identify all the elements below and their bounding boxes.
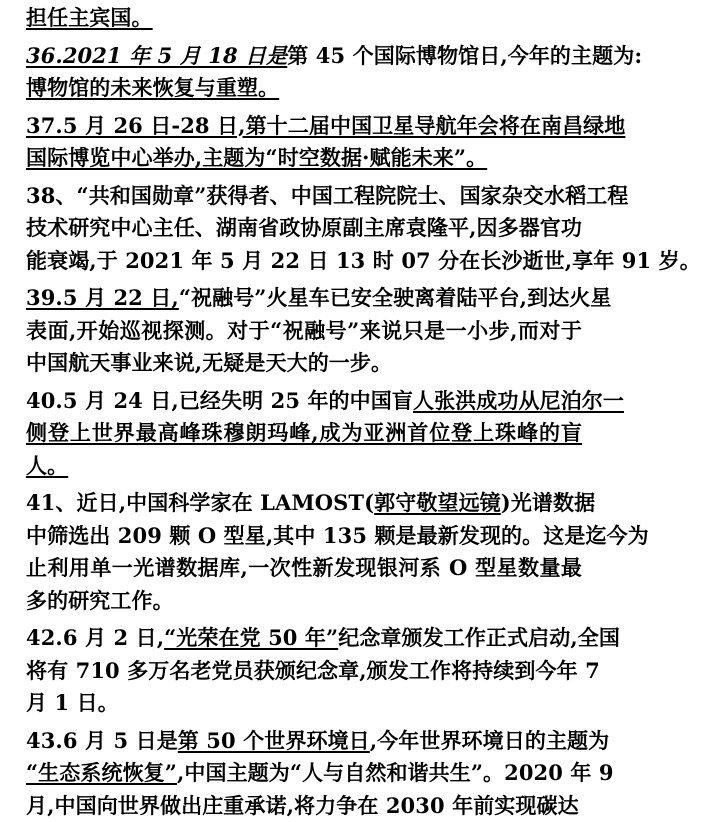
underlined-text: 第 50 个世界环境日 [178, 728, 370, 753]
text-line [26, 212, 582, 245]
body-text: 43.6 月 5 日是 [26, 728, 178, 753]
body-text: 止利用单一光谱数据库,一次性新发现银河系 O 型星数量最 [26, 555, 582, 580]
text-line [26, 655, 582, 688]
body-text: 能衰竭,于 2021 年 5 月 22 日 13 时 07 分在长沙逝世,享年 91 岁。 [26, 248, 701, 273]
body-text: 中国航天事业来说,无疑是天大的一步。 [26, 350, 392, 375]
news-item-item-40 [26, 385, 582, 483]
news-item-item-36 [26, 40, 582, 105]
body-text: ,今年世界环境日的主题为 [370, 728, 610, 753]
text-line [26, 40, 582, 73]
text-line [26, 142, 582, 175]
text-line [26, 622, 582, 655]
text-line [26, 180, 582, 213]
body-text: 第 45 个国际博物馆日,今年的主题为: [287, 43, 642, 68]
underlined-text: “光荣在党 50 年” [164, 625, 338, 650]
body-text: 38、“共和国勋章”获得者、中国工程院院士、国家杂交水稻工程 [26, 183, 628, 208]
body-text: 将有 710 多万名老党员获颁纪念章,颁发工作将持续到今年 7 [26, 658, 600, 683]
underlined-text: 国际博览中心举办,主题为“时空数据·赋能未来”。 [26, 145, 487, 170]
text-line [26, 282, 582, 315]
news-item-item-39 [26, 282, 582, 380]
body-text: )光谱数据 [501, 490, 595, 515]
news-item-item-41 [26, 487, 582, 617]
body-text: 月,中国向世界做出庄重承诺,将力争在 2030 年前实现碳达 [26, 793, 579, 818]
body-text: 42.6 月 2 日, [26, 625, 164, 650]
text-line [26, 385, 582, 418]
underlined-text: 侧登上世界最高峰珠穆朗玛峰,成为亚洲首位登上珠峰的盲 [26, 420, 582, 445]
news-item-item-38 [26, 180, 582, 278]
body-text: 月 1 日。 [26, 690, 119, 715]
text-line [26, 72, 582, 105]
text-line [26, 520, 582, 553]
underlined-text: 37.5 月 26 日-28 日,第十二届中国卫星导航年会将在南昌绿地 [26, 113, 625, 138]
body-text: 中筛选出 209 颗 O 型星,其中 135 颗是最新发现的。这是迄今为 [26, 523, 649, 548]
body-text: 表面,开始巡视探测。对于“祝融号”来说只是一小步,而对于 [26, 318, 582, 343]
text-line [26, 2, 582, 35]
text-line [26, 245, 582, 278]
body-text: ,中国主题为“人与自然和谐共生”。2020 年 9 [177, 760, 614, 785]
text-line [26, 687, 582, 720]
underlined-text: 人。 [26, 453, 68, 478]
text-line [26, 347, 582, 380]
body-text: 多的研究工作。 [26, 588, 174, 613]
underlined-text: 担任主宾国。 [26, 5, 153, 30]
text-line [26, 450, 582, 483]
underlined-text: 博物馆的未来恢复与重塑。 [26, 75, 279, 100]
underlined-text: 36.2021 年 5 月 18 日是 [26, 43, 287, 68]
underlined-text: 郭守敬望远镜 [374, 490, 501, 515]
text-line [26, 417, 582, 450]
text-line [26, 552, 582, 585]
body-text: 纪念章颁发工作正式启动,全国 [338, 625, 620, 650]
underlined-text: 39.5 月 22 日, [26, 285, 179, 310]
news-item-item-37 [26, 110, 582, 175]
body-text: “祝融号”火星车已安全驶离着陆平台,到达火星 [179, 285, 612, 310]
text-line [26, 725, 582, 758]
text-line [26, 757, 582, 790]
body-text: 技术研究中心主任、湖南省政协原副主席袁隆平,因多器官功 [26, 215, 582, 240]
text-line [26, 585, 582, 618]
text-line [26, 110, 582, 143]
text-line [26, 487, 582, 520]
news-item-item-42 [26, 622, 582, 720]
body-text: 41、近日,中国科学家在 LAMOST( [26, 490, 374, 515]
news-item-item-43 [26, 725, 582, 822]
body-text: 40.5 月 24 日,已经失明 25 年的中国盲 [26, 388, 413, 413]
text-line [26, 315, 582, 348]
underlined-text: 人张洪成功从尼泊尔一 [413, 388, 624, 413]
news-item-item-35-tail [26, 2, 582, 35]
text-line [26, 790, 582, 822]
underlined-text: “生态系统恢复” [26, 760, 177, 785]
